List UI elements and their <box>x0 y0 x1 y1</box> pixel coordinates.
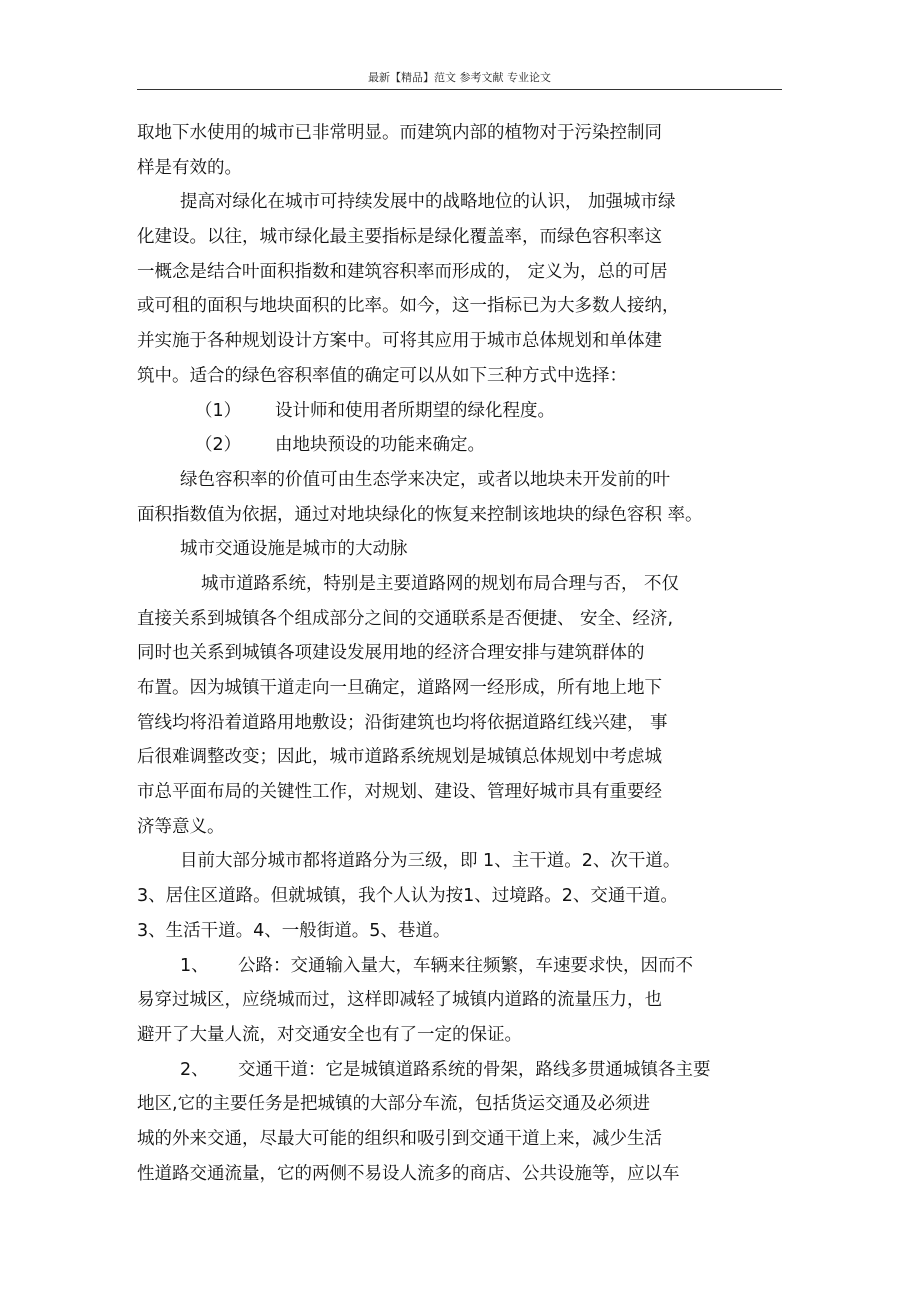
text-line: 同时也关系到城镇各项建设发展用地的经济合理安排与建筑群体的 <box>137 643 645 664</box>
text-line: 一概念是结合叶面积指数和建筑容积率而形成的， 定义为，总的可居 <box>137 261 668 282</box>
paragraph-start-line: 提高对绿化在城市可持续发展中的战略地位的认识， 加强城市绿 <box>180 192 676 213</box>
text-line: 3、居住区道路。但就城镇，我个人认为按1、过境路。2、交通干道。 <box>137 886 678 907</box>
text-line: 并实施于各种规划设计方案中。可将其应用于城市总体规划和单体建 <box>137 331 662 352</box>
paragraph-start-line: 绿色容积率的价值可由生态学来决定，或者以地块未开发前的叶 <box>180 469 670 490</box>
text-line: 化建设。以往，城市绿化最主要指标是绿化覆盖率，而绿色容积率这 <box>137 227 662 248</box>
list-item-number: 1、 <box>180 955 209 976</box>
text-line: 或可租的面积与地块面积的比率。如今，这一指标已为大多数人接纳， <box>137 296 680 317</box>
text-line: 直接关系到城镇各个组成部分之间的交通联系是否便捷、 安全、经济, <box>137 608 674 629</box>
header-divider <box>137 89 782 90</box>
list-item-text: 交通干道：它是城镇道路系统的骨架，路线多贯通城镇各主要 <box>238 1059 711 1080</box>
list-item-number: 2、 <box>180 1059 209 1080</box>
list-item <box>137 428 777 463</box>
page-header: 最新【精品】范文 参考文献 专业论文 <box>368 71 551 84</box>
text-line: 性道路交通流量，它的两侧不易设人流多的商店、公共设施等，应以车 <box>137 1163 680 1184</box>
list-item-text: 公路：交通输入量大，车辆来往频繁，车速要求快，因而不 <box>238 955 693 976</box>
text-line: 市总平面布局的关键性工作，对规划、建设、管理好城市具有重要经 <box>137 782 662 803</box>
list-item-text: 设计师和使用者所期望的绿化程度。 <box>275 400 555 421</box>
list-item <box>137 949 777 984</box>
text-line: 地区,它的主要任务是把城镇的大部分车流，包括货运交通及必须进 <box>137 1094 651 1115</box>
list-item-number: （1） <box>195 400 242 421</box>
text-line: 管线均将沿着道路用地敷设；沿街建筑也均将依据道路红线兴建， 事 <box>137 712 668 733</box>
text-line: 取地下水使用的城市已非常明显。而建筑内部的植物对于污染控制同 <box>137 123 662 143</box>
text-line: 筑中。适合的绿色容积率值的确定可以从如下三种方式中选择： <box>137 365 627 386</box>
document-body <box>137 116 777 1191</box>
section-heading: 城市交通设施是城市的大动脉 <box>180 539 408 560</box>
text-line: 样是有效的。 <box>137 157 242 178</box>
paragraph-start-line: 城市道路系统，特别是主要道路网的规划布局合理与否， 不仅 <box>201 573 680 594</box>
list-item <box>137 1053 777 1088</box>
text-line: 布置。因为城镇干道走向一旦确定，道路网一经形成，所有地上地下 <box>137 678 662 698</box>
list-item <box>137 394 777 429</box>
text-line: 避开了大量人流，对交通安全也有了一定的保证。 <box>137 1024 522 1045</box>
text-line: 后很难调整改变；因此，城市道路系统规划是城镇总体规划中考虑城 <box>137 747 662 768</box>
text-line: 3、生活干道。4、一般街道。5、巷道。 <box>137 920 451 941</box>
paragraph-start-line: 目前大部分城市都将道路分为三级，即 1、主干道。2、次干道。 <box>180 851 681 872</box>
list-item-number: （2） <box>195 435 242 456</box>
text-line: 济等意义。 <box>137 816 225 837</box>
text-line: 城的外来交通，尽最大可能的组织和吸引到交通干道上来，减少生活 <box>137 1128 662 1149</box>
text-line: 面积指数值为依据，通过对地块绿化的恢复来控制该地块的绿色容积 率。 <box>137 504 703 525</box>
text-line: 易穿过城区，应绕城而过，这样即减轻了城镇内道路的流量压力，也 <box>137 990 662 1011</box>
list-item-text: 由地块预设的功能来确定。 <box>275 435 485 456</box>
